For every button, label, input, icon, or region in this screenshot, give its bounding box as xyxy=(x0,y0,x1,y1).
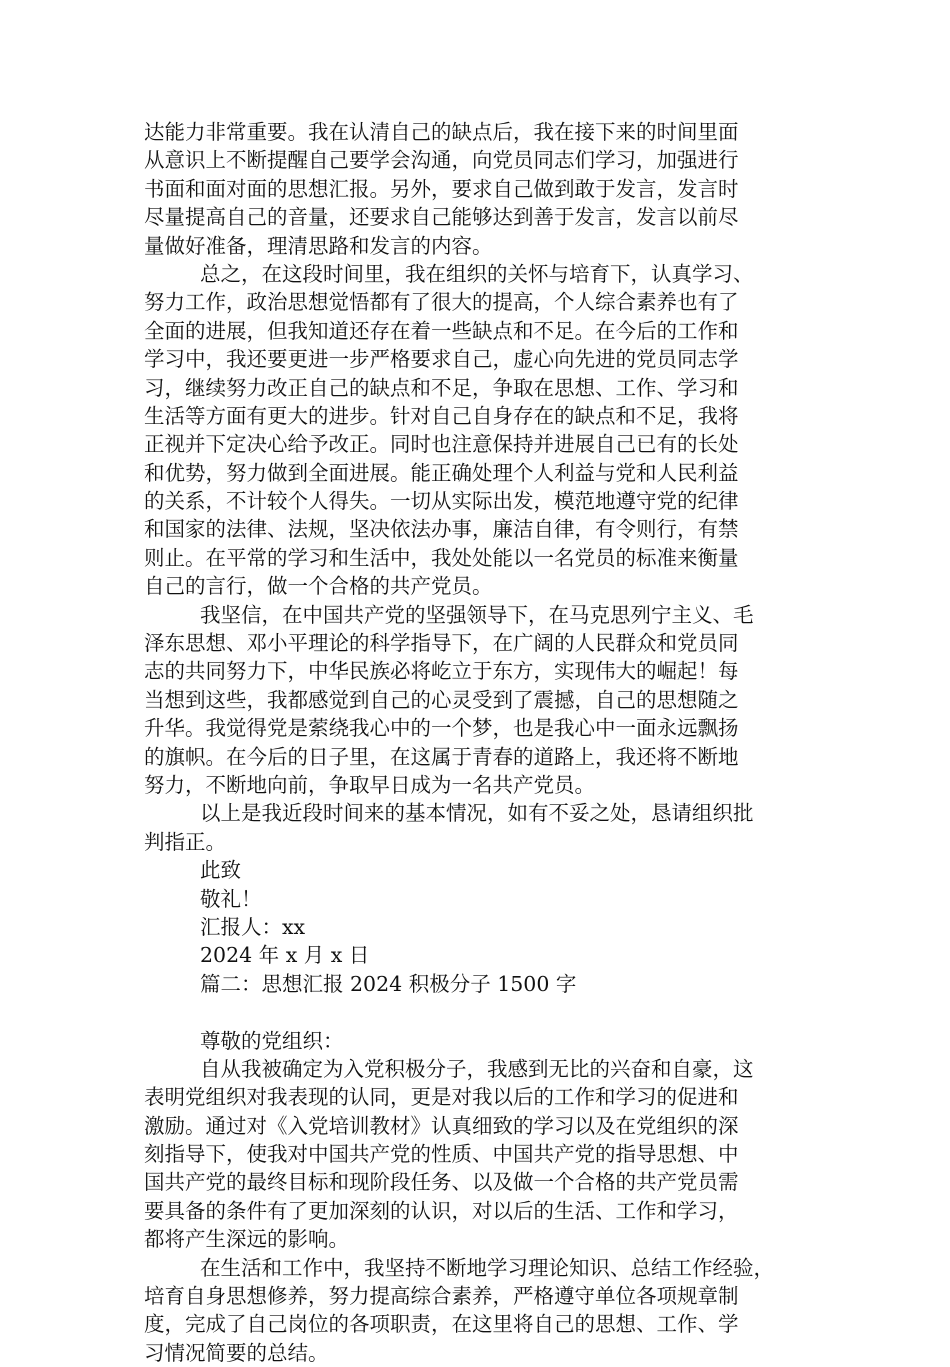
text-line: 激励。通过对《入党培训教材》认真细致的学习以及在党组织的深 xyxy=(144,1113,739,1138)
text-line: 判指正。 xyxy=(144,829,226,854)
text-line: 学习中，我还要更进一步严格要求自己，虚心向先进的党员同志学 xyxy=(144,347,739,372)
text-line: 的旗帜。在今后的日子里，在这属于青春的道路上，我还将不断地 xyxy=(144,744,739,769)
text-line: 泽东思想、邓小平理论的科学指导下，在广阔的人民群众和党员同 xyxy=(144,631,739,656)
text-line: 习情况简要的总结。 xyxy=(144,1340,329,1365)
text-line: 习，继续努力改正自己的缺点和不足，争取在思想、工作、学习和 xyxy=(144,375,739,400)
text-line: 敬礼！ xyxy=(200,886,262,911)
text-line: 全面的进展，但我知道还存在着一些缺点和不足。在今后的工作和 xyxy=(144,318,739,343)
text-line: 篇二：思想汇报 2024 积极分子 1500 字 xyxy=(200,971,577,996)
text-line: 升华。我觉得党是萦绕我心中的一个梦，也是我心中一面永远飘扬 xyxy=(144,716,739,741)
text-line: 书面和面对面的思想汇报。另外，要求自己做到敢于发言，发言时 xyxy=(144,176,739,201)
text-line: 此致 xyxy=(200,858,241,883)
text-line: 正视并下定决心给予改正。同时也注意保持并进展自己已有的长处 xyxy=(144,432,739,457)
text-line: 以上是我近段时间来的基本情况，如有不妥之处，恳请组织批 xyxy=(200,801,754,826)
text-line: 国共产党的最终目标和现阶段任务、以及做一个合格的共产党员需 xyxy=(144,1170,739,1195)
text-line: 2024 年 x 月 x 日 xyxy=(200,943,370,968)
text-line: 尊敬的党组织： xyxy=(200,1028,344,1053)
text-line: 尽量提高自己的音量，还要求自己能够达到善于发言，发言以前尽 xyxy=(144,205,739,230)
text-line: 刻指导下，使我对中国共产党的性质、中国共产党的指导思想、中 xyxy=(144,1142,739,1167)
text-line: 则止。在平常的学习和生活中，我处处能以一名党员的标准来衡量 xyxy=(144,545,739,570)
text-line: 努力工作，政治思想觉悟都有了很大的提高，个人综合素养也有了 xyxy=(144,290,739,315)
text-line: 量做好准备，理清思路和发言的内容。 xyxy=(144,233,493,258)
text-line: 从意识上不断提醒自己要学会沟通，向党员同志们学习，加强进行 xyxy=(144,148,739,173)
text-line: 志的共同努力下，中华民族必将屹立于东方，实现伟大的崛起！每 xyxy=(144,659,739,684)
text-line: 努力，不断地向前，争取早日成为一名共产党员。 xyxy=(144,772,595,797)
text-line: 总之，在这段时间里，我在组织的关怀与培育下，认真学习、 xyxy=(200,261,754,286)
text-line: 和优势，努力做到全面进展。能正确处理个人利益与党和人民利益 xyxy=(144,460,739,485)
text-line: 培育自身思想修养，努力提高综合素养，严格遵守单位各项规章制 xyxy=(144,1284,739,1309)
text-line: 自从我被确定为入党积极分子，我感到无比的兴奋和自豪，这 xyxy=(200,1056,754,1081)
text-line: 汇报人：xx xyxy=(200,914,306,939)
text-line: 当想到这些，我都感觉到自己的心灵受到了震撼，自己的思想随之 xyxy=(144,687,739,712)
text-line: 都将产生深远的影响。 xyxy=(144,1227,349,1252)
text-line: 生活等方面有更大的进步。针对自己自身存在的缺点和不足，我将 xyxy=(144,403,739,428)
text-line: 的关系，不计较个人得失。一切从实际出发，模范地遵守党的纪律 xyxy=(144,489,739,514)
text-line: 要具备的条件有了更加深刻的认识，对以后的生活、工作和学习， xyxy=(144,1198,739,1223)
text-line: 自己的言行，做一个合格的共产党员。 xyxy=(144,574,493,599)
text-line: 度，完成了自己岗位的各项职责，在这里将自己的思想、工作、学 xyxy=(144,1312,739,1337)
text-line: 表明党组织对我表现的认同，更是对我以后的工作和学习的促进和 xyxy=(144,1085,739,1110)
text-line: 和国家的法律、法规，坚决依法办事，廉洁自律，有令则行，有禁 xyxy=(144,517,739,542)
text-line: 达能力非常重要。我在认清自己的缺点后，我在接下来的时间里面 xyxy=(144,120,739,144)
text-line: 在生活和工作中，我坚持不断地学习理论知识、总结工作经验， xyxy=(200,1255,774,1280)
blank-line xyxy=(144,998,810,1026)
text-line: 我坚信，在中国共产党的坚强领导下，在马克思列宁主义、毛 xyxy=(200,602,754,627)
document-body xyxy=(144,118,810,1367)
